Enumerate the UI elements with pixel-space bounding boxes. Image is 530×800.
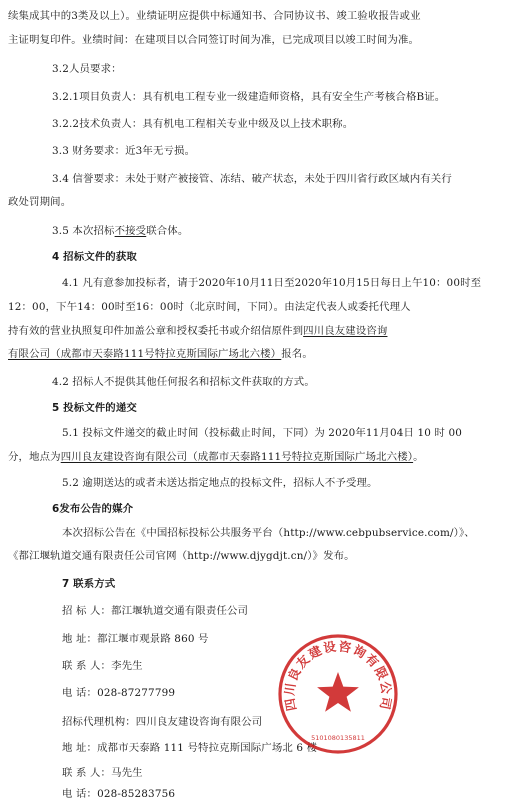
text-run: 分，地点为: [8, 451, 61, 463]
section-4-2: 4.2 招标人不提供其他任何报名和招标文件获取的方式。: [52, 376, 315, 388]
section-3-3: 3.3 财务要求：近3年无亏损。: [52, 145, 196, 157]
section-3-2-2: 3.2.2技术负责人：具有机电工程相关专业中级及以上技术职称。: [52, 118, 354, 130]
underlined-text: 四川良友建设咨询: [303, 325, 388, 337]
section-3-2-1: 3.2.1项目负责人：具有机电工程专业一级建造师资格，具有安全生产考核合格B证。: [52, 91, 446, 103]
section-3-5: [52, 224, 530, 238]
agency-address: 地 址：成都市天泰路 111 号特拉克斯国际广场北 6 楼: [62, 742, 318, 754]
agency-phone: 电 话：028-85283756: [62, 788, 176, 800]
heading-6: 6发布公告的媒介: [52, 503, 134, 515]
underlined-text: 有限公司（成都市天泰路111号特拉克斯国际广场北六楼）: [8, 348, 282, 360]
contact-person: 联 系 人：李先生: [62, 660, 143, 672]
heading-7: 7 联系方式: [62, 578, 116, 590]
contact-address: 地 址：都江堰市观景路 860 号: [62, 633, 209, 645]
section-3-4-cont: 政处罚期间。: [8, 196, 72, 208]
contact-tenderer: 招 标 人：都江堰轨道交通有限责任公司: [62, 605, 249, 617]
agency-person: 联 系 人：马先生: [62, 767, 143, 779]
text-line: 续集成其中的3类及以上）。业绩证明应提供中标通知书、合同协议书、竣工验收报告或业: [8, 10, 421, 22]
underlined-text: 不接受: [114, 225, 147, 237]
stamp-code: 5101080135811: [311, 734, 365, 742]
section-3-4: 3.4 信誉要求：未处于财产被接管、冻结、破产状态，未处于四川省行政区域内有关行: [52, 173, 452, 185]
text-run: 持有效的营业执照复印件加盖公章和授权委托书或介绍信原件到: [8, 325, 304, 337]
text-run: 。: [413, 451, 424, 463]
contact-phone: 电 话：028-87277799: [62, 687, 176, 699]
stamp-text: 四川良友建设咨询有限公司: [281, 638, 395, 713]
text-line: 主证明复印件。业绩时间：在建项目以合同签订时间为准，已完成项目以竣工时间为准。: [8, 34, 420, 46]
section-6-cont: 《都江堰轨道交通有限责任公司官网（http://www.djygdjt.cn/）》发布。: [8, 550, 355, 562]
heading-4: 4 招标文件的获取: [52, 251, 137, 263]
text-run: 联合体。: [146, 225, 189, 237]
underlined-text: 四川良友建设咨询有限公司（成都市天泰路111号特拉克斯国际广场北六楼）: [60, 451, 414, 463]
heading-5: 5 投标文件的递交: [52, 402, 137, 414]
section-3-2: 3.2人员要求：: [52, 63, 122, 75]
section-5-2: 5.2 逾期送达的或者未送达指定地点的投标文件，招标人不予受理。: [62, 477, 378, 489]
section-4-1-cont: [8, 347, 530, 361]
section-4-1: 4.1 凡有意参加投标者，请于2020年10月11日至2020年10月15日每日上午10：00时至: [62, 277, 482, 289]
section-6: 本次招标公告在《中国招标投标公共服务平台（http://www.cebpubservice.com/）》、: [62, 527, 475, 539]
text-run: 报名。: [281, 348, 313, 360]
section-5-1-cont: [8, 450, 530, 464]
section-5-1: 5.1 投标文件递交的截止时间（投标截止时间，下同）为 2020年11月04日 10 时 00: [62, 427, 462, 439]
section-4-1-cont: 12：00，下午14：00时至16：00时（北京时间，下同）。由法定代表人或委托代理人: [8, 301, 411, 313]
section-4-1-cont: [8, 324, 530, 338]
text-run: 3.5 本次招标: [52, 225, 115, 237]
agency-name: 招标代理机构：四川良友建设咨询有限公司: [62, 716, 263, 728]
